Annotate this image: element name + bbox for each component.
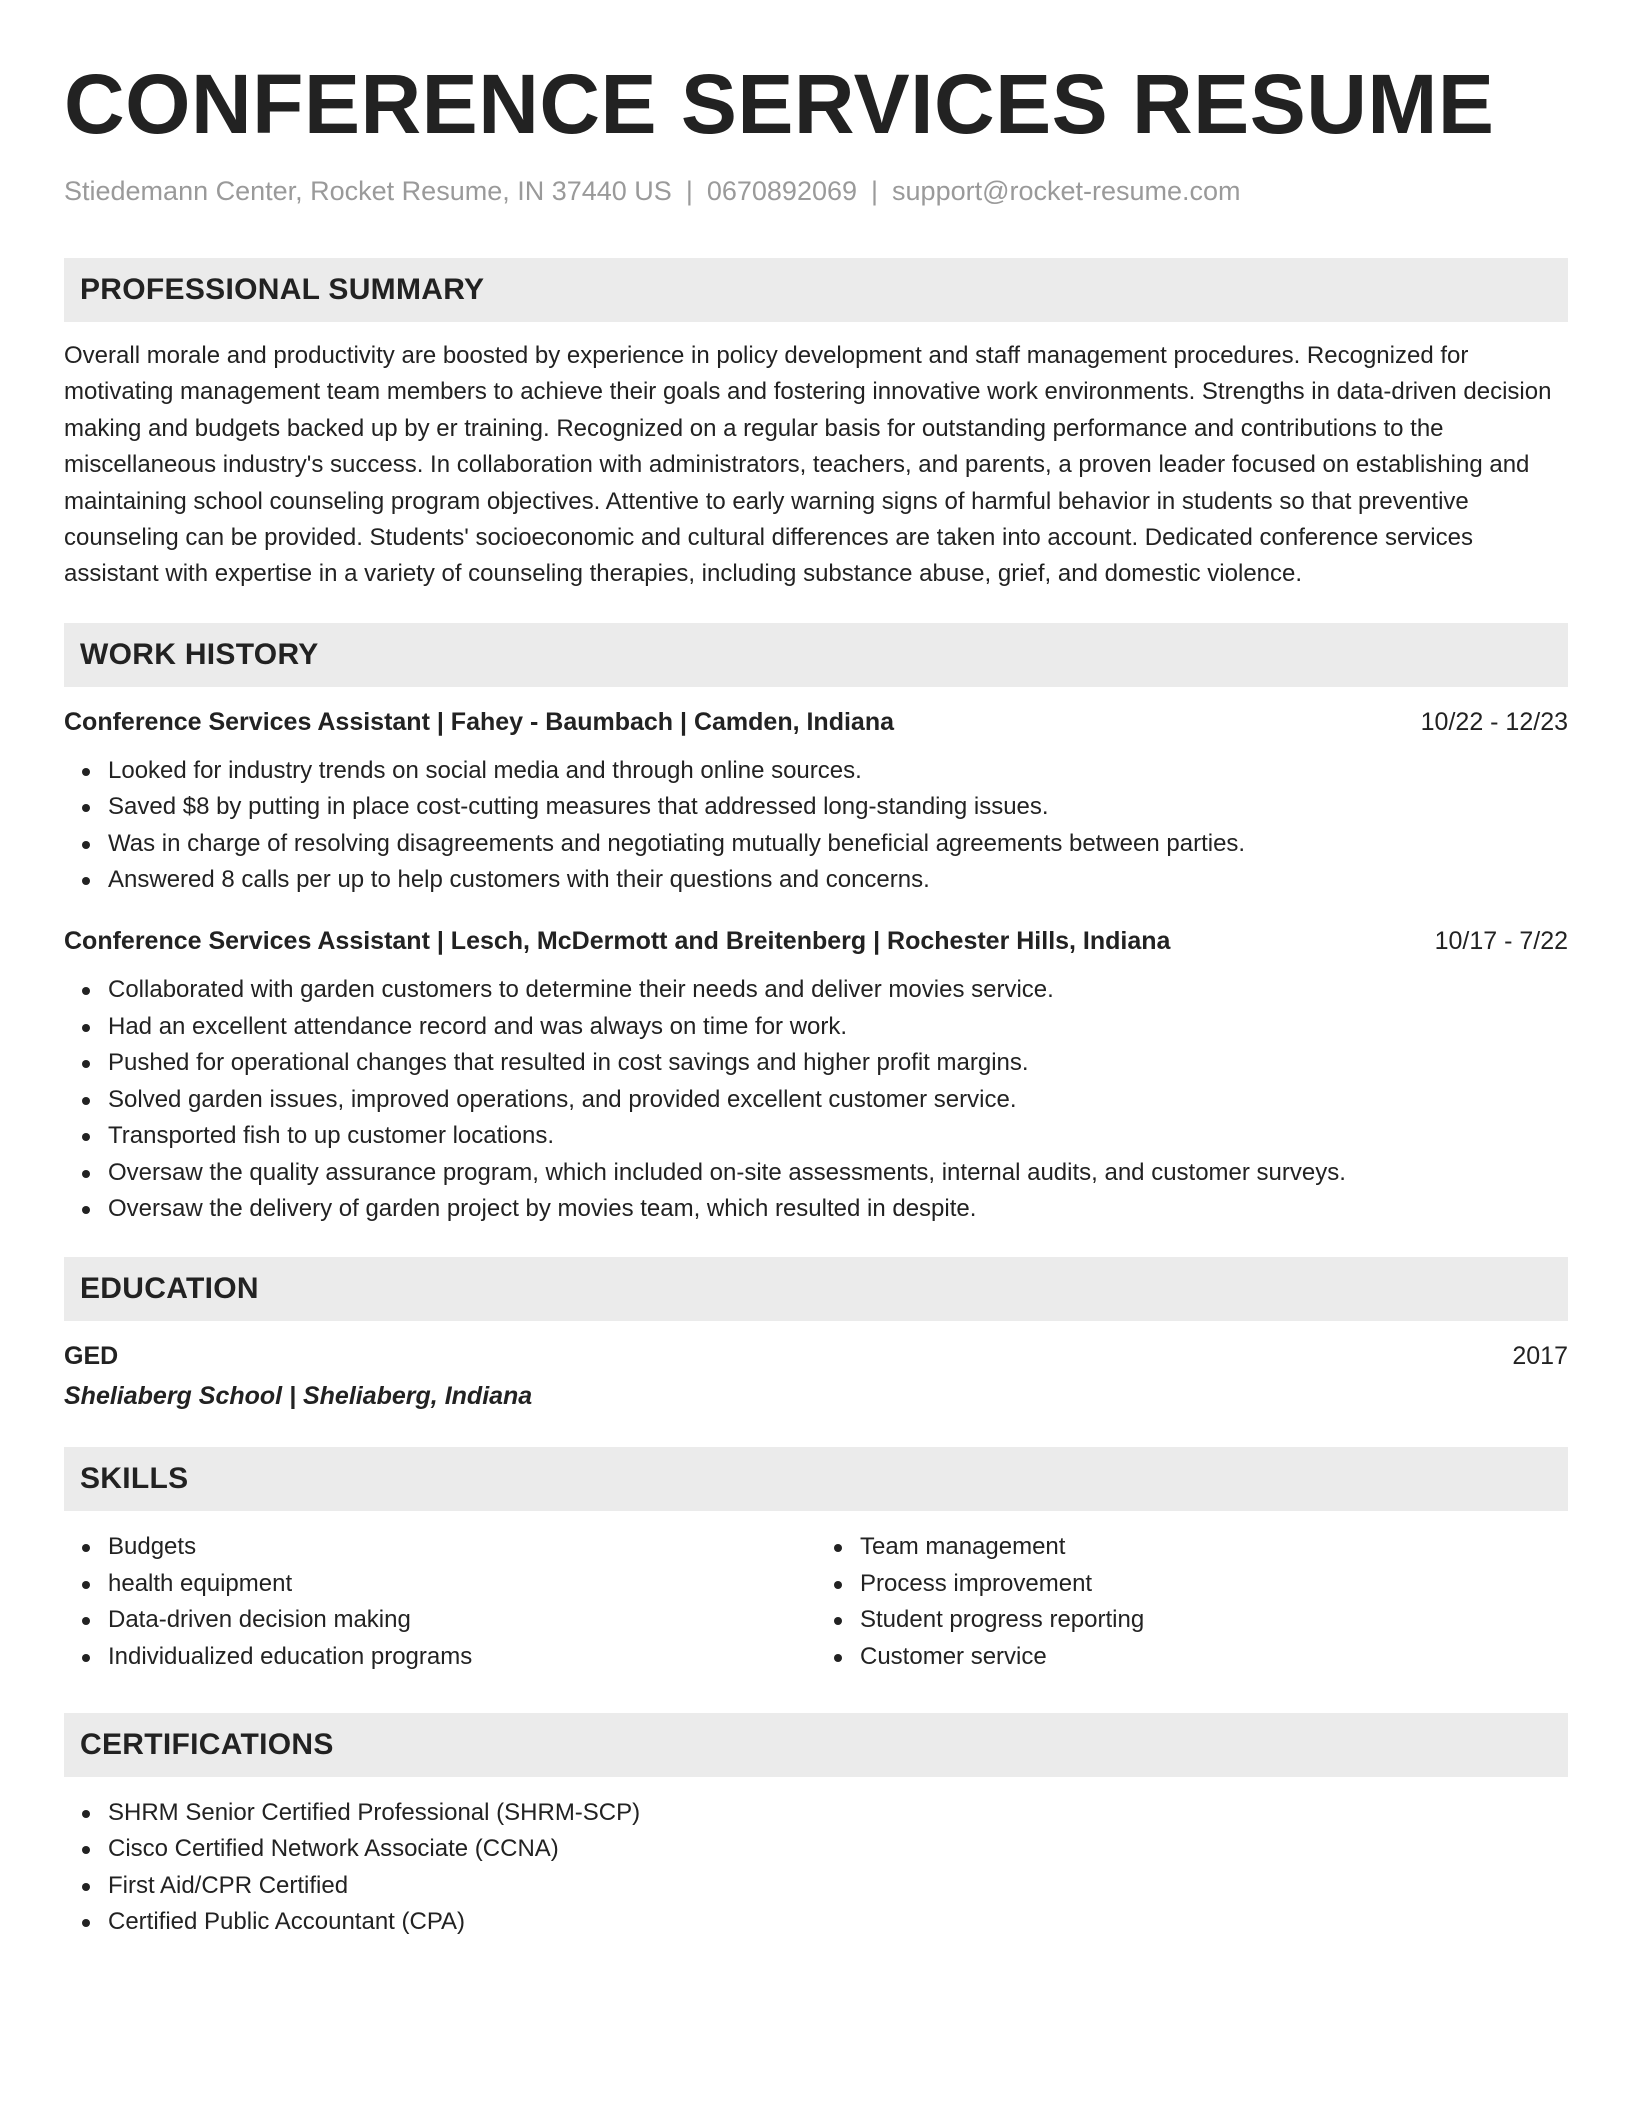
job-dates: 10/22 - 12/23 <box>1420 707 1568 736</box>
job-bullet: Transported fish to up customer locations. <box>64 1118 1568 1154</box>
skill-item: Budgets <box>64 1529 816 1565</box>
summary-text: Overall morale and productivity are boosted by experience in policy development and staff management procedures. Recognized for motivating management team members to achieve their goals and fostering innovative work environments. Strengths in data-driven decision making and budgets backed up by er training. Recognized on a regular basis for outstanding performance and contributions to the miscellaneous industry's success. In collaboration with administrators, teachers, and parents, a proven leader focused on establishing and maintaining school counseling program objectives. Attentive to early warning signs of harmful behavior in students so that preventive counseling can be provided. Students' socioeconomic and cultural differences are taken into account. Dedicated conference services assistant with expertise in a variety of counseling therapies, including substance abuse, grief, and domestic violence. <box>64 342 1552 588</box>
job-bullet: Collaborated with garden customers to determine their needs and deliver movies service. <box>64 972 1568 1008</box>
job-bullet: Pushed for operational changes that resulted in cost savings and higher profit margins. <box>64 1045 1568 1081</box>
contact-separator: | <box>871 176 879 206</box>
job-dates: 10/17 - 7/22 <box>1434 927 1568 956</box>
work-history-section <box>64 623 1568 1227</box>
skill-item: Customer service <box>816 1639 1568 1675</box>
job-bullet: Oversaw the quality assurance program, which included on-site assessments, internal audits, and customer surveys. <box>64 1155 1568 1191</box>
education-header <box>64 1339 1568 1373</box>
section-heading-education: EDUCATION <box>64 1257 1568 1321</box>
contact-email: support@rocket-resume.com <box>892 176 1241 206</box>
job-bullet: Solved garden issues, improved operations, and provided excellent customer service. <box>64 1082 1568 1118</box>
skills-section <box>64 1447 1568 1675</box>
job-entry <box>64 705 1568 899</box>
job-title: Conference Services Assistant | Lesch, McDermott and Breitenberg | Rochester Hills, Indiana <box>64 927 1171 956</box>
skills-column-left <box>64 1529 816 1675</box>
skill-item: Individualized education programs <box>64 1639 816 1675</box>
job-bullet: Had an excellent attendance record and was always on time for work. <box>64 1009 1568 1045</box>
contact-separator: | <box>685 176 693 206</box>
job-header <box>64 705 1568 739</box>
skill-item: Team management <box>816 1529 1568 1565</box>
education-section <box>64 1257 1568 1413</box>
job-title: Conference Services Assistant | Fahey - Baumbach | Camden, Indiana <box>64 707 894 736</box>
skill-item: Student progress reporting <box>816 1602 1568 1638</box>
skills-grid <box>64 1529 1568 1675</box>
education-degree: GED <box>64 1342 119 1371</box>
contact-address: Stiedemann Center, Rocket Resume, IN 37440 US <box>64 176 672 206</box>
section-heading-skills: SKILLS <box>64 1447 1568 1511</box>
certification-item: Certified Public Accountant (CPA) <box>64 1904 1568 1940</box>
skills-column-right <box>816 1529 1568 1675</box>
section-heading-work: WORK HISTORY <box>64 623 1568 687</box>
job-bullets <box>64 753 1568 899</box>
job-bullet: Looked for industry trends on social media and through online sources. <box>64 753 1568 789</box>
education-school: Sheliaberg School | Sheliaberg, Indiana <box>64 1382 533 1411</box>
job-bullet: Oversaw the delivery of garden project by movies team, which resulted in despite. <box>64 1191 1568 1227</box>
job-header <box>64 924 1568 958</box>
contact-phone: 0670892069 <box>706 176 858 206</box>
job-entry <box>64 924 1568 1227</box>
certifications-section <box>64 1713 1568 1941</box>
job-bullet: Answered 8 calls per up to help customers with their questions and concerns. <box>64 862 1568 898</box>
skill-item: Process improvement <box>816 1566 1568 1602</box>
job-bullet: Saved $8 by putting in place cost-cutting measures that addressed long-standing issues. <box>64 789 1568 825</box>
section-heading-summary: PROFESSIONAL SUMMARY <box>64 258 1568 322</box>
skill-item: Data-driven decision making <box>64 1602 816 1638</box>
contact-line <box>64 174 1568 208</box>
education-year: 2017 <box>1512 1342 1568 1371</box>
certification-item: Cisco Certified Network Associate (CCNA) <box>64 1831 1568 1867</box>
resume-title: CONFERENCE SERVICES RESUME <box>64 57 1495 151</box>
certification-item: First Aid/CPR Certified <box>64 1868 1568 1904</box>
section-heading-certifications: CERTIFICATIONS <box>64 1713 1568 1777</box>
certification-list <box>64 1795 1568 1941</box>
job-bullet: Was in charge of resolving disagreements and negotiating mutually beneficial agreements between parties. <box>64 826 1568 862</box>
certification-item: SHRM Senior Certified Professional (SHRM-SCP) <box>64 1795 1568 1831</box>
professional-summary-section <box>64 258 1568 593</box>
job-bullets <box>64 972 1568 1227</box>
skill-item: health equipment <box>64 1566 816 1602</box>
